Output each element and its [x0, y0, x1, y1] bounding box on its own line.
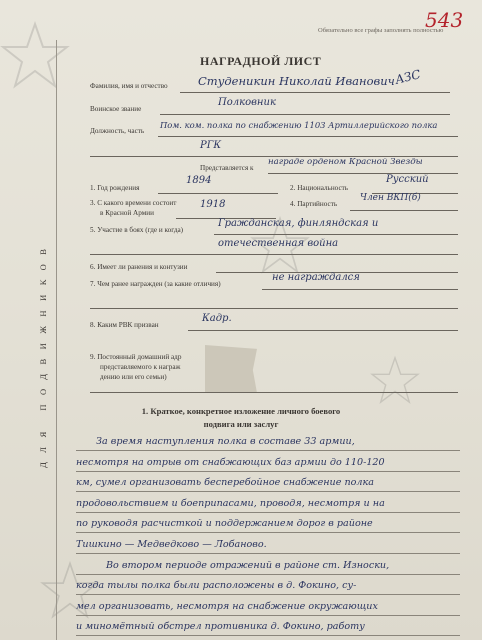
rank-label: Воинское звание: [90, 105, 142, 113]
party-label: 4. Партийность: [290, 200, 338, 208]
merit-line: Во втором периоде отражений в районе ст. Износки,: [106, 559, 390, 571]
merit-line: продовольствием и боеприпасами, проводя, несмотря и на: [76, 497, 385, 509]
awards-label: 7. Чем ранее награжден (за какие отличия): [90, 280, 221, 288]
wounds-label: 6. Имеет ли ранения и контузии: [90, 263, 188, 271]
merit-rule: [76, 450, 460, 451]
left-margin-rule: [56, 40, 57, 640]
battles-underline-2: [90, 254, 458, 255]
rvk-label: 8. Каким РВК призван: [90, 321, 159, 329]
watermark-star-icon: [0, 20, 70, 90]
section-title-2: подвига или заслуг: [203, 419, 279, 429]
merit-rule: [76, 512, 460, 513]
name-label: Фамилия, имя и отчество: [90, 82, 168, 90]
rank-underline: [160, 114, 450, 115]
nationality-label: 2. Национальность: [290, 184, 349, 192]
awards-underline-2: [90, 308, 458, 309]
top-note: Обязательно все графы заполнять полностью: [318, 27, 444, 34]
torn-corner: [205, 345, 257, 393]
name-underline: [180, 92, 450, 93]
merit-rule: [76, 594, 460, 595]
merit-rule: [76, 491, 460, 492]
marginal-scribble: АЗС: [393, 67, 423, 87]
merit-line: несмотря на отрыв от снабжающих баз армии до 110-120: [76, 456, 385, 468]
watermark-star-icon: [370, 355, 420, 405]
address-underline: [90, 392, 458, 393]
merit-line: и миномётный обстрел противника д. Фокино, работу: [76, 621, 365, 633]
merit-line: когда тылы полка были расположены в д. Фокино, су-: [76, 580, 357, 592]
battles-underline-1: [214, 234, 458, 235]
merit-line: Тишкино — Медведково — Лобаново.: [76, 539, 267, 550]
position-label: Должность, часть: [90, 127, 145, 135]
merit-rule: [76, 553, 460, 554]
service-label-1: 3. С какого времени состоит: [90, 199, 177, 207]
rvk-value: Кадр.: [202, 313, 232, 324]
rvk-underline: [188, 330, 458, 331]
position-underline: [158, 136, 458, 137]
year-value: 1894: [186, 175, 212, 186]
address-label-3: дению или его семьи): [100, 373, 167, 381]
battles-label: 5. Участие в боях (где и когда): [90, 226, 184, 234]
position-value-2: РГК: [200, 140, 222, 151]
archive-number: 543: [425, 8, 464, 32]
merit-line: За время наступления полка в составе 33 армии,: [96, 436, 355, 447]
party-value: Член ВКП(б): [360, 193, 421, 203]
merit-line: мел организовать, несмотря на снабжение окружающих: [76, 600, 378, 612]
service-value: 1918: [200, 199, 226, 210]
submitted-label: Представляется к: [200, 164, 254, 172]
submitted-underline: [268, 173, 458, 174]
merit-rule: [76, 471, 460, 472]
service-label-2: в Красной Армии: [100, 209, 154, 217]
address-label-1: 9. Постоянный домашний адр: [90, 353, 182, 361]
submitted-value: награде орденом Красной Звезды: [268, 157, 423, 167]
merit-rule: [76, 574, 460, 575]
battles-value-1: Гражданская, финляндская и: [218, 218, 379, 229]
name-value: Студеникин Николай Иванович: [198, 74, 395, 88]
awards-value: не награждался: [272, 272, 360, 283]
merit-rule: [76, 532, 460, 533]
awards-underline: [262, 289, 458, 290]
side-label: ДЛЯ ПОДВИЖНИКОВ: [38, 239, 48, 468]
section-title-1: 1. Краткое, конкретное изложение личного боевого: [141, 406, 341, 416]
battles-value-2: отечественная война: [218, 238, 339, 249]
year-label: 1. Год рождения: [90, 184, 140, 192]
rank-value: Полковник: [218, 97, 276, 108]
merit-line: по руководя расчисткой и поддержанием дорог в районе: [76, 518, 373, 530]
merit-rule: [76, 635, 460, 636]
nationality-value: Русский: [386, 174, 429, 185]
merit-line: км, сумел организовать бесперебойное снабжение полка: [76, 477, 374, 489]
merit-rule: [76, 615, 460, 616]
position-value: Пом. ком. полка по снабжению 1103 Артиллерийского полка: [160, 120, 438, 130]
year-underline: [158, 193, 278, 194]
document-title: НАГРАДНОЙ ЛИСТ: [200, 54, 322, 68]
party-underline: [350, 210, 458, 211]
address-label-2: представляемого к награж: [100, 363, 181, 371]
